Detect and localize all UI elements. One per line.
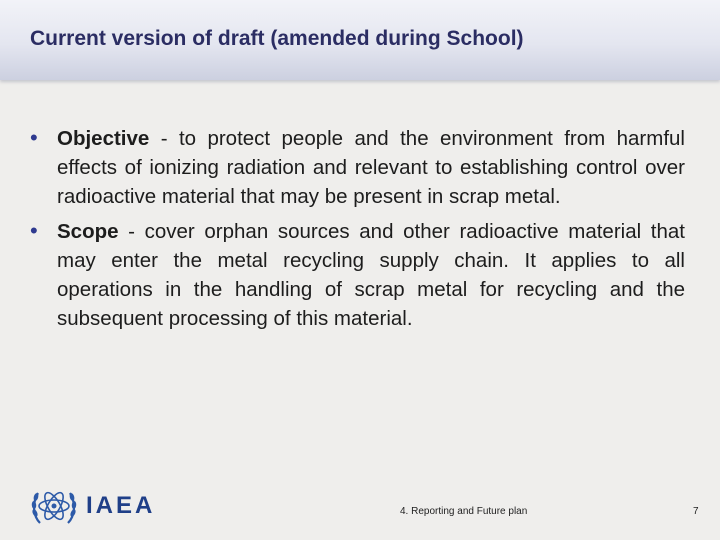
- bullet-icon: •: [30, 125, 38, 150]
- iaea-emblem-icon: [30, 483, 78, 529]
- bullet-term: Scope: [57, 220, 119, 243]
- slide-title: Current version of draft (amended during School): [30, 27, 524, 50]
- bullet-icon: •: [30, 218, 38, 243]
- footer-brand: IAEA: [86, 492, 156, 519]
- title-bar: [0, 0, 720, 80]
- bullet-list: [28, 124, 685, 333]
- bullet-item-scope: [28, 217, 685, 333]
- footer-section: 4. Reporting and Future plan: [400, 506, 528, 517]
- bullet-item-objective: [28, 124, 685, 211]
- bullet-text: - to protect people and the environment from harmful effects of ionizing radiation and relevant to establishing control over radioactive material that may be present in scrap metal.: [57, 127, 685, 208]
- bullet-text: - cover orphan sources and other radioactive material that may enter the metal recycling supply chain. It applies to all operations in the handling of scrap metal for recycling and the subsequent processing of this material.: [57, 220, 685, 330]
- page-number: 7: [693, 506, 699, 517]
- bullet-term: Objective: [57, 127, 150, 150]
